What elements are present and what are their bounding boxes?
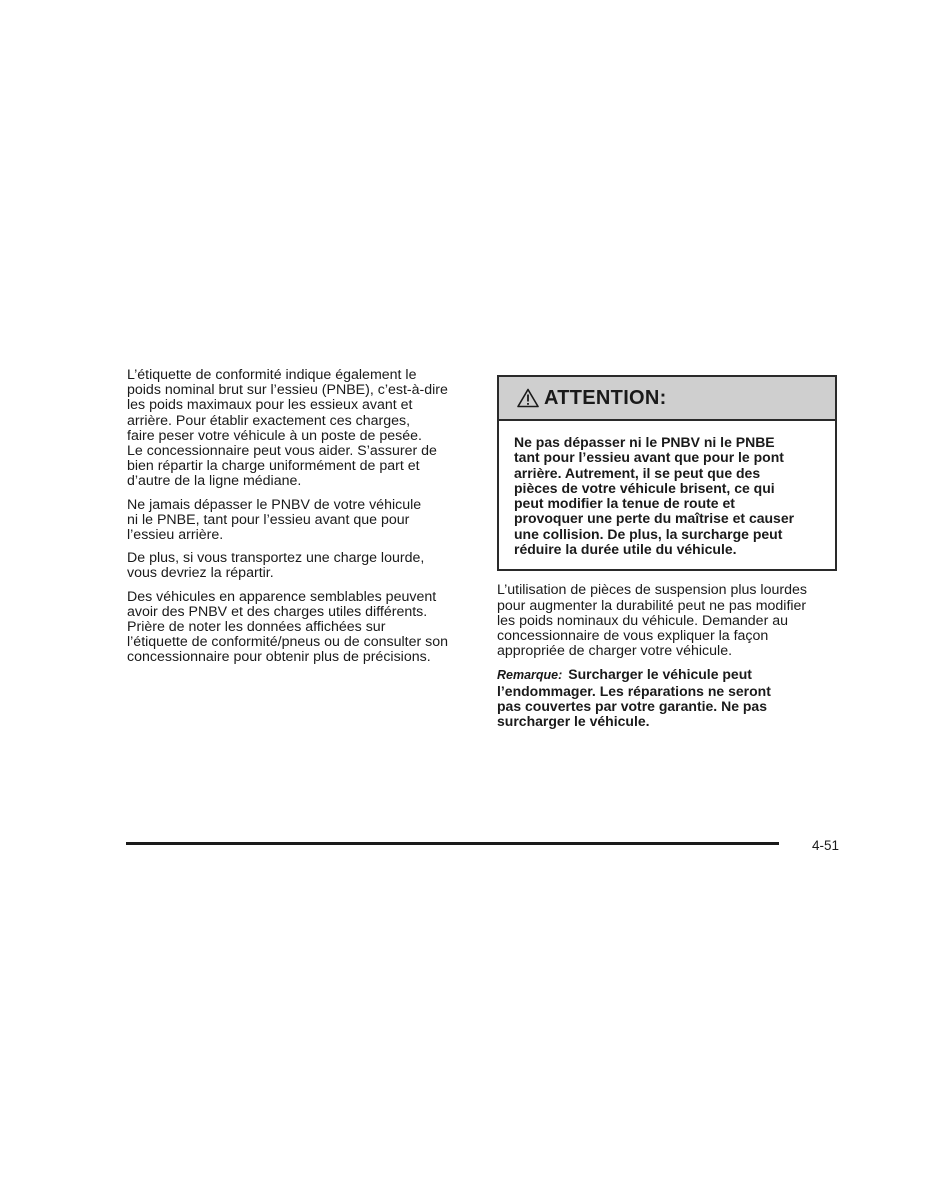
attention-header: [499, 377, 835, 421]
attention-title: ATTENTION:: [544, 386, 667, 409]
note: [497, 667, 842, 729]
paragraph-heavy-load: De plus, si vous transportez une charge lourde, vous devriez la répartir.: [127, 550, 425, 582]
footer-rule: [126, 842, 779, 845]
paragraph-never-exceed: Ne jamais dépasser le PNBV de votre véhicule ni le PNBE, tant pour l’essieu avant que pour l’essieu arrière.: [127, 496, 422, 544]
right-column: [497, 375, 842, 729]
attention-box: [497, 375, 837, 571]
page-number: 4-51: [812, 838, 840, 853]
warning-triangle-icon: [517, 388, 539, 408]
attention-body: Ne pas dépasser ni le PNBV ni le PNBE tant pour l’essieu avant que pour le pont arrière. Autrement, il se peut que des pièces de votre véhicule brisent, ce qui peut modifier la tenue de route et provoquer une perte du maîtrise et causer une collision. De plus, la surcharge peut réduire la durée utile du véhicule.: [514, 434, 795, 558]
left-column: [127, 368, 472, 674]
note-text: Surcharger le véhicule peut l’endommager. Les réparations ne seront pas couvertes par votre garantie. Ne pas surcharger le véhicule.: [497, 666, 771, 729]
note-label: Remarque:: [497, 668, 563, 683]
paragraph-similar-vehicles: Des véhicules en apparence semblables peuvent avoir des PNBV et des charges utiles différents. Prière de noter les données affichées sur l’étiquette de conformité/pneus ou de consulter son concessionnaire pour obtenir plus de précisions.: [127, 588, 448, 666]
paragraph-suspension: L’utilisation de pièces de suspension plus lourdes pour augmenter la durabilité peut ne pas modifier les poids nominaux du véhicule. Demander au concessionnaire de vous expliquer la façon appropriée de charger votre véhicule.: [497, 582, 807, 660]
paragraph-conformity-label: L’étiquette de conformité indique également le poids nominal brut sur l’essieu (PNBE), c’est-à-dire les poids maximaux pour les essieux avant et arrière. Pour établir exactement ces charges, faire peser votre véhicule à un poste de pesée. Le concessionnaire peut vous aider. S’assurer de bien répartir la charge uniformément de part et d’autre de la ligne médiane.: [127, 367, 448, 490]
